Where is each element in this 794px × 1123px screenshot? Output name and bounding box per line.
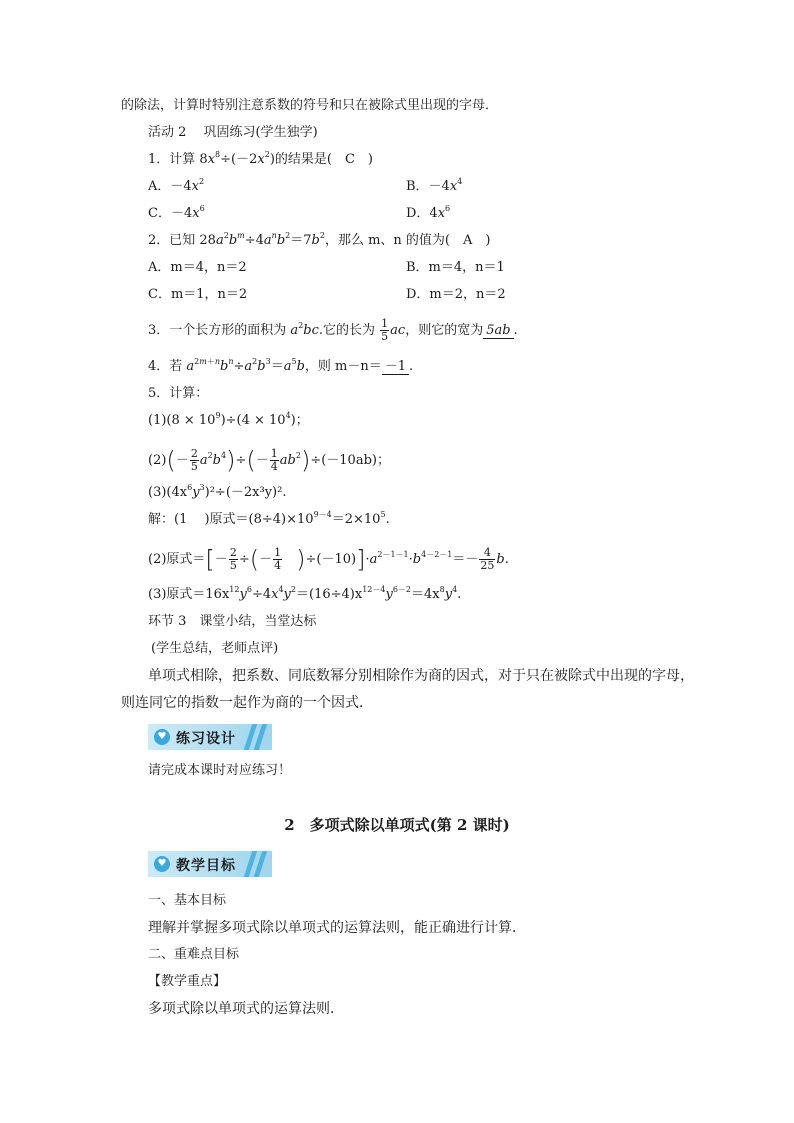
solution-1: 解：(1 )原式$=(8\div 4)\times 10^{9-4}=2\times 10^5$. <box>148 510 390 527</box>
summary-note: (学生总结，老师点评) <box>151 641 279 656</box>
summary-text-line-1: 单项式相除，把系数、同底数幂分别相除作为商的因式，对于只在被除式中出现的字母， <box>148 668 694 684</box>
q5-part-1: $(1)(8 \times 10^9)\div(4 \times 10^4)$； <box>148 411 309 428</box>
teaching-goals-label: 教学目标 <box>176 858 236 874</box>
q3-answer: 5ab <box>483 324 513 339</box>
intro-text: 的除法，计算时特别注意系数的符号和只在被除式里出现的字母． <box>121 98 499 113</box>
q1-option-d: D．$4x^6$ <box>406 204 451 221</box>
q2-option-b: B．m＝4，n＝1 <box>406 260 505 275</box>
question-4: 4．若 $a^{2m+n}b^n\div a^2b^3=a^5b$，则 m－n＝ －1 . <box>148 357 414 374</box>
question-2: 2．已知 $28a^2b^m\div 4a^nb^2=7b^2$，那么 m、n 的值为( A ) <box>148 231 491 248</box>
trophy-icon: ♥ <box>154 856 170 872</box>
question-1: 1．计算 $8x^8\div(-2x^2)$的结果是( C ) <box>148 150 373 167</box>
key-point-text: 多项式除以单项式的运算法则． <box>148 1001 344 1017</box>
practice-instruction: 请完成本课时对应练习！ <box>148 763 292 778</box>
practice-design-label: 练习设计 <box>176 731 236 747</box>
goal-1-text: 理解并掌握多项式除以单项式的运算法则，能正确进行计算． <box>148 920 526 936</box>
question-3: 3．一个长方形的面积为 $a^2bc$.它的长为 $\frac{1}{5}$ ac，则它的宽为 5ab . <box>148 317 518 343</box>
q5-part-2: (2)(－ $\frac{2}{5}$ $a^2b^4)\div(-$ $\frac{1}{4}$ $ab^2)\div(-10ab)$； <box>148 446 390 475</box>
lesson-title: 2 多项式除以单项式(第 2 课时) <box>284 816 510 834</box>
q1-option-b: B．$-4x^4$ <box>406 177 463 194</box>
practice-design-banner <box>148 724 272 750</box>
solution-3: (3)原式$=16x^{12}y^6\div 4x^4y^2=(16\div 4)x^{12-4}y^{6-2}=4x^8y^4$. <box>148 585 462 602</box>
goal-2-heading: 二、重难点目标 <box>148 947 240 962</box>
q4-answer: －1 <box>382 360 409 375</box>
q5-part-3: $(3)(4x^6y^3)^2\div(-2x^3y)^2$. <box>148 483 287 500</box>
activity-2-heading: 活动 2 巩固练习(学生独学) <box>148 125 318 140</box>
q2-option-a: A．m＝4，n＝2 <box>148 260 247 275</box>
q2-option-c: C．m＝1，n＝2 <box>148 287 248 302</box>
section-3-heading: 环节 3 课堂小结，当堂达标 <box>148 614 317 629</box>
key-point-heading: 【教学重点】 <box>148 974 227 989</box>
q2-option-d: D．m＝2，n＝2 <box>406 287 506 302</box>
q1-option-a: A．$-4x^2$ <box>148 177 205 194</box>
summary-text-line-2: 则连同它的指数一起作为商的一个因式． <box>121 695 373 711</box>
solution-2: (2)原式＝[－ $\frac{2}{5}$ ÷(－ $\frac{1}{4}$ )$\div(-10)]\cdot a^{2-1-1}\cdot b^{4-2-1}=-$ $\frac{4}{25}$ b. <box>148 545 509 574</box>
teaching-goals-banner <box>148 851 272 877</box>
question-5-title: 5．计算： <box>148 386 209 401</box>
q1-option-c: C．$-4x^6$ <box>148 204 205 221</box>
trophy-icon: ♥ <box>154 729 170 745</box>
goal-1-heading: 一、基本目标 <box>148 893 227 908</box>
